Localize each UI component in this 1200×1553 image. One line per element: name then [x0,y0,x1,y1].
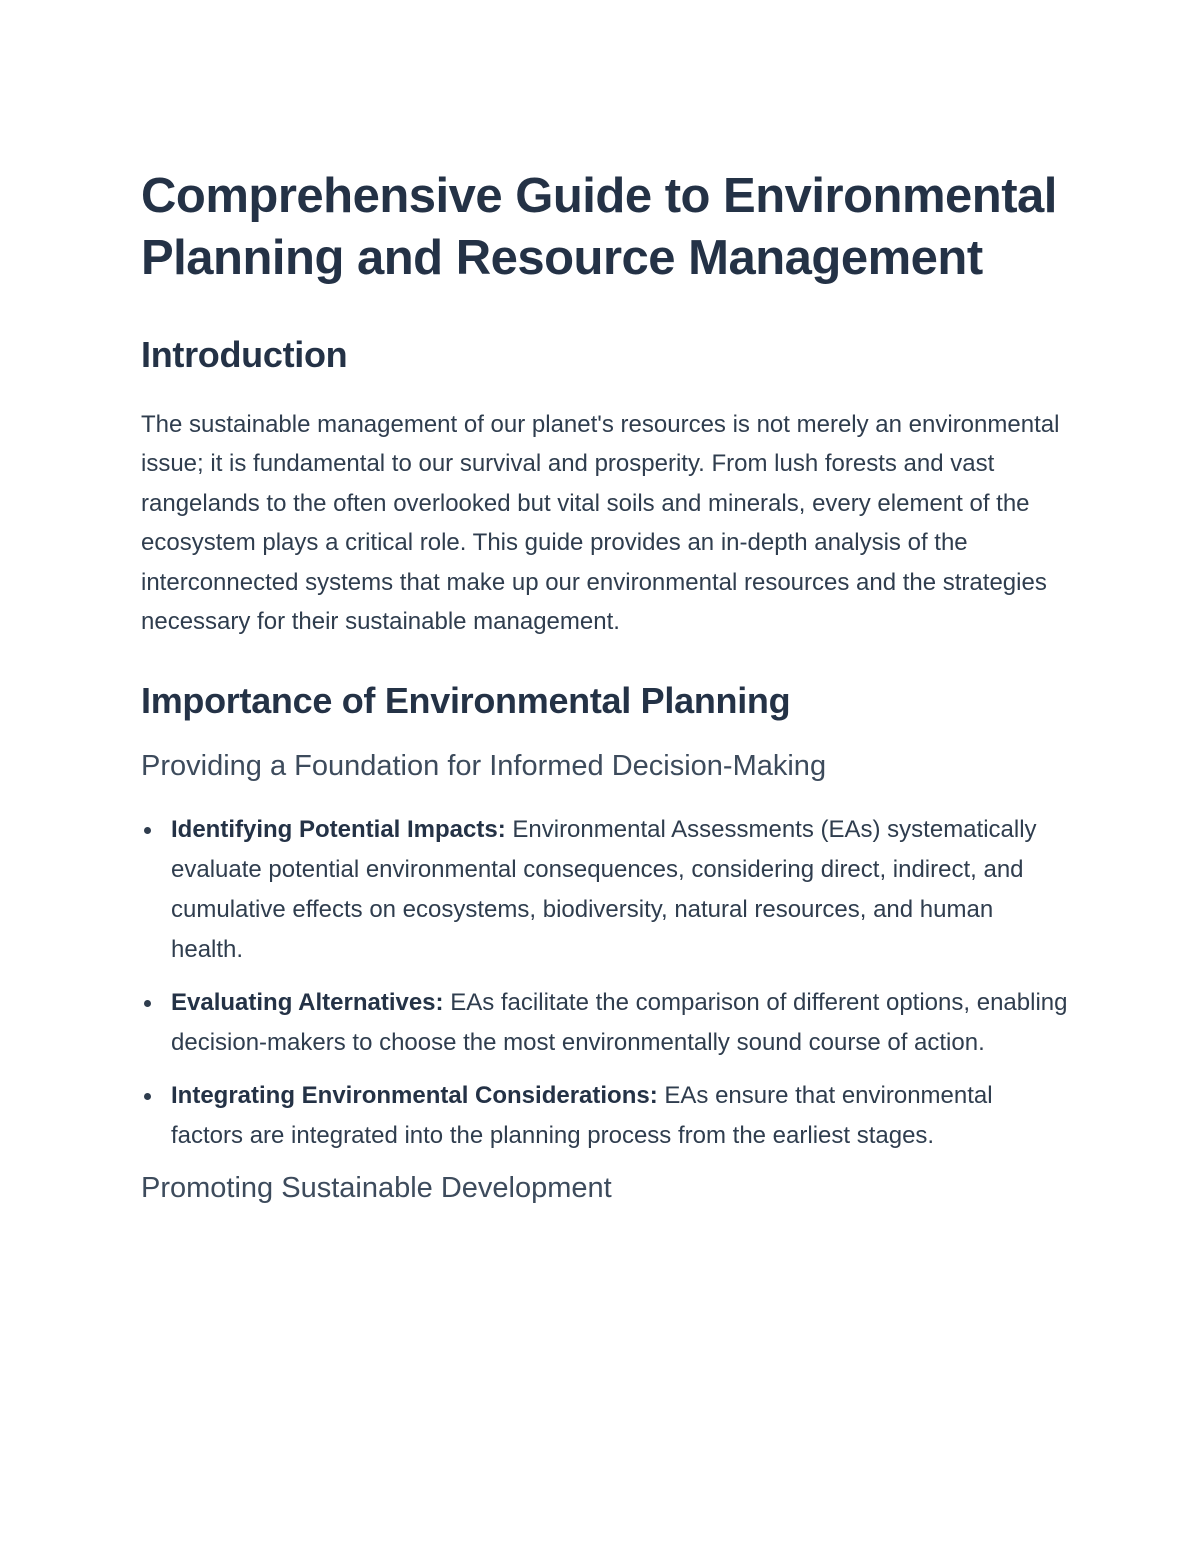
bullet-text: EAs ensure that environmental factors are integrated into the planning process from the earliest stages. [171,1082,993,1150]
subsection-heading-decision-making: Providing a Foundation for Informed Decision-Making [141,750,827,783]
decision-making-bullet-list [141,810,1071,1156]
list-item [141,810,1071,970]
introduction-paragraph: The sustainable management of our planet's resources is not merely an environmental issue; it is fundamental to our survival and prosperity. From lush forests and vast rangelands to the often overlooked but vital soils and minerals, every element of the ecosystem plays a critical role. This guide provides an in-depth analysis of the interconnected systems that make up our environmental resources and the strategies necessary for their sustainable management. [141,411,1060,636]
bullet-text: Environmental Assessments (EAs) systematically evaluate potential environmental consequences, considering direct, indirect, and cumulative effects on ecosystems, biodiversity, natural resources, and human health. [171,816,1037,964]
document-page [141,165,1071,1206]
bullet-term: Integrating Environmental Considerations: [171,1082,658,1110]
list-item [141,1076,1071,1156]
document-title: Comprehensive Guide to Environmental Planning and Resource Management [141,169,1057,285]
section-heading-introduction: Introduction [141,334,348,375]
bullet-icon [144,1000,151,1007]
list-item [141,983,1071,1063]
bullet-text: EAs facilitate the comparison of different options, enabling decision-makers to choose the most environmentally sound course of action. [171,989,1068,1057]
subsection-heading-sustainable-development: Promoting Sustainable Development [141,1172,612,1205]
bullet-term: Identifying Potential Impacts: [171,816,506,844]
bullet-term: Evaluating Alternatives: [171,989,444,1017]
bullet-icon [144,1093,151,1100]
section-heading-importance: Importance of Environmental Planning [141,680,791,722]
bullet-icon [144,827,151,834]
